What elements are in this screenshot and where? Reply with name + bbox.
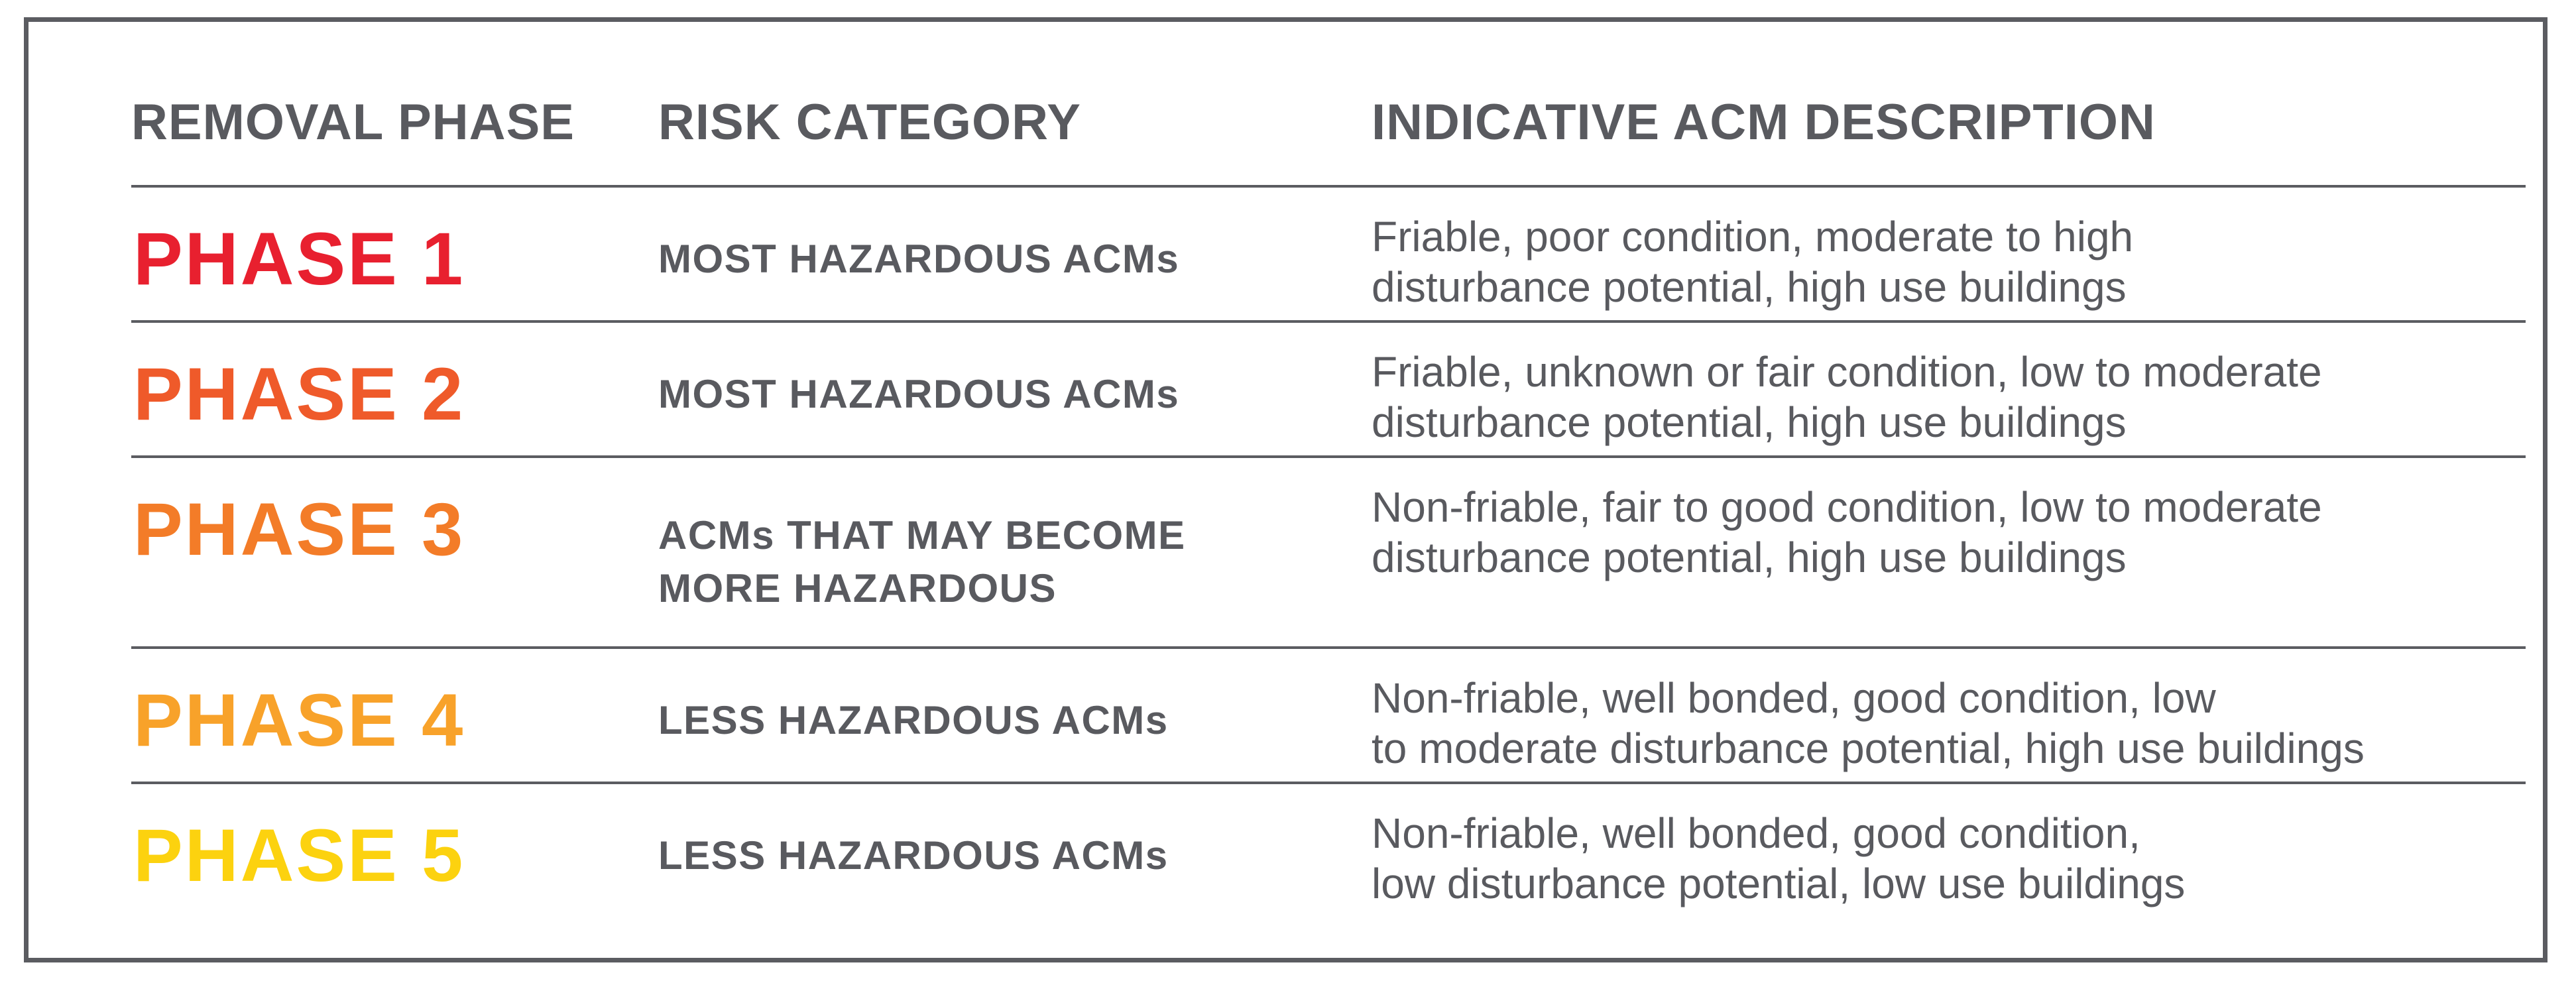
acm-description-line: Non-friable, fair to good condition, low to moderate <box>1372 483 2322 531</box>
risk-category-line: MOST HAZARDOUS ACMs <box>658 372 1180 416</box>
risk-category <box>658 368 1179 421</box>
row-divider <box>131 320 2526 323</box>
table-header <box>29 93 2543 153</box>
acm-description-line: Friable, unknown or fair condition, low to moderate <box>1372 348 2322 396</box>
row-divider <box>131 646 2526 649</box>
header-divider <box>131 185 2526 188</box>
acm-description-line: Non-friable, well bonded, good condition, low <box>1372 674 2216 722</box>
risk-category-line: LESS HAZARDOUS ACMs <box>658 698 1169 742</box>
acm-description <box>1372 211 2525 312</box>
header-risk-category: RISK CATEGORY <box>658 94 1081 150</box>
phase-label: PHASE 2 <box>133 353 465 435</box>
acm-description <box>1372 347 2525 447</box>
phase-label: PHASE 3 <box>133 488 465 571</box>
risk-category <box>658 509 1186 615</box>
phase-label: PHASE 5 <box>133 814 465 897</box>
risk-category-line: LESS HAZARDOUS ACMs <box>658 833 1169 878</box>
table-frame <box>24 17 2547 962</box>
acm-description <box>1372 673 2525 774</box>
risk-category-line: MORE HAZARDOUS <box>658 566 1057 610</box>
risk-category-line: MOST HAZARDOUS ACMs <box>658 237 1180 281</box>
header-indicative-acm-description: INDICATIVE ACM DESCRIPTION <box>1372 94 2156 150</box>
risk-category <box>658 694 1169 747</box>
header-removal-phase: REMOVAL PHASE <box>131 94 575 150</box>
acm-description-line: Non-friable, well bonded, good condition, <box>1372 809 2140 857</box>
acm-description-line: Friable, poor condition, moderate to high <box>1372 213 2134 261</box>
acm-description-line: low disturbance potential, low use buildings <box>1372 860 2186 907</box>
risk-category-line: ACMs THAT MAY BECOME <box>658 513 1186 557</box>
acm-description-line: disturbance potential, high use buildings <box>1372 534 2127 581</box>
risk-category <box>658 829 1169 882</box>
acm-description-line: disturbance potential, high use buildings <box>1372 398 2127 446</box>
risk-category <box>658 233 1179 286</box>
acm-description <box>1372 482 2525 583</box>
phase-label: PHASE 4 <box>133 679 465 762</box>
acm-description-line: disturbance potential, high use buildings <box>1372 263 2127 311</box>
row-divider <box>131 782 2526 784</box>
row-divider <box>131 455 2526 458</box>
acm-description <box>1372 808 2525 909</box>
acm-description-line: to moderate disturbance potential, high use buildings <box>1372 725 2365 772</box>
phase-label: PHASE 1 <box>133 217 465 300</box>
